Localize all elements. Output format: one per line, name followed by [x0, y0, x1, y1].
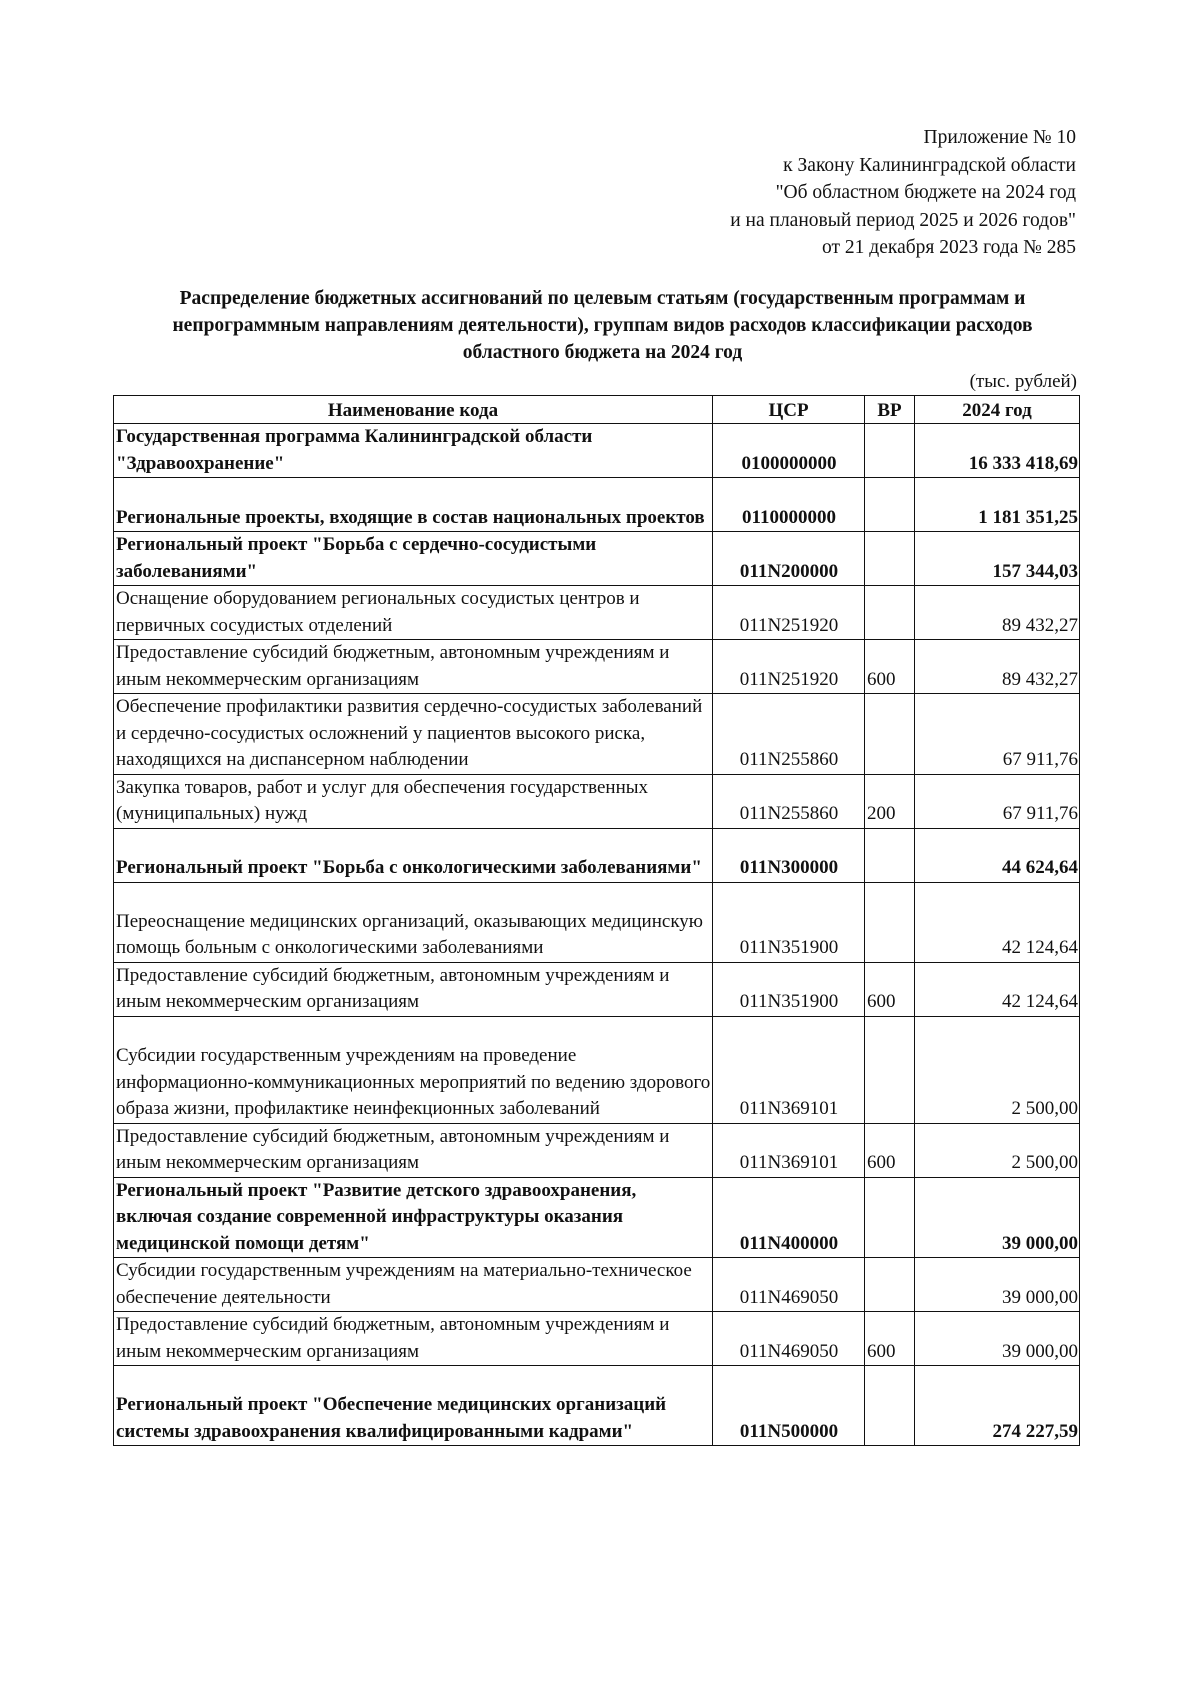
cell-name: Региональный проект "Обеспечение медицинских организаций системы здравоохранения квалифицированными кадрами": [114, 1366, 713, 1446]
cell-vr: 600: [865, 1312, 915, 1366]
appendix-number: Приложение № 10: [923, 127, 1076, 148]
cell-name: Региональный проект "Борьба с сердечно-сосудистыми заболеваниями": [114, 532, 713, 586]
table-header-row: [114, 396, 1080, 424]
cell-amount: 42 124,64: [915, 962, 1080, 1016]
table-row: [114, 694, 1080, 775]
table-row: [114, 1366, 1080, 1446]
cell-amount: 16 333 418,69: [915, 424, 1080, 478]
cell-name: Оснащение оборудованием региональных сосудистых центров и первичных сосудистых отделений: [114, 586, 713, 640]
table-row: [114, 962, 1080, 1016]
table-row: [114, 1177, 1080, 1258]
cell-csr: 011N255860: [713, 774, 865, 828]
cell-vr: [865, 1258, 915, 1312]
cell-name: Предоставление субсидий бюджетным, автономным учреждениям и иным некоммерческим организациям: [114, 962, 713, 1016]
cell-csr: 011N500000: [713, 1366, 865, 1446]
cell-name: Региональный проект "Развитие детского здравоохранения, включая создание современной инфраструктуры оказания медицинской помощи детям": [114, 1177, 713, 1258]
cell-name: Субсидии государственным учреждениям на проведение информационно-коммуникационных мероприятий по ведению здорового образа жизни, профилактике неинфекционных заболеваний: [114, 1016, 713, 1123]
cell-csr: 011N469050: [713, 1258, 865, 1312]
cell-vr: 600: [865, 640, 915, 694]
cell-amount: 274 227,59: [915, 1366, 1080, 1446]
cell-vr: [865, 532, 915, 586]
header-name: Наименование кода: [114, 396, 713, 424]
cell-amount: 42 124,64: [915, 882, 1080, 962]
cell-csr: 011N351900: [713, 962, 865, 1016]
cell-csr: 0110000000: [713, 478, 865, 532]
cell-amount: 89 432,27: [915, 640, 1080, 694]
cell-csr: 011N200000: [713, 532, 865, 586]
cell-name: Субсидии государственным учреждениям на материально-техническое обеспечение деятельности: [114, 1258, 713, 1312]
cell-csr: 011N351900: [713, 882, 865, 962]
cell-amount: 157 344,03: [915, 532, 1080, 586]
cell-csr: 011N251920: [713, 586, 865, 640]
cell-name: Государственная программа Калининградской области "Здравоохранение": [114, 424, 713, 478]
cell-name: Предоставление субсидий бюджетным, автономным учреждениям и иным некоммерческим организациям: [114, 1312, 713, 1366]
cell-vr: [865, 1366, 915, 1446]
cell-amount: 89 432,27: [915, 586, 1080, 640]
budget-table: [113, 395, 1080, 1446]
title-line-1: Распределение бюджетных ассигнований по целевым статьям (государственным программам и: [179, 288, 1026, 309]
cell-vr: [865, 1016, 915, 1123]
cell-csr: 0100000000: [713, 424, 865, 478]
table-row: [114, 1258, 1080, 1312]
cell-vr: [865, 478, 915, 532]
header-vr: ВР: [865, 396, 915, 424]
appendix-date: от 21 декабря 2023 года № 285: [822, 237, 1076, 258]
cell-name: Переоснащение медицинских организаций, оказывающих медицинскую помощь больным с онкологическими заболеваниями: [114, 882, 713, 962]
table-row: [114, 1123, 1080, 1177]
cell-name: Предоставление субсидий бюджетным, автономным учреждениям и иным некоммерческим организациям: [114, 640, 713, 694]
table-row: [114, 1016, 1080, 1123]
cell-vr: [865, 828, 915, 882]
table-row: [114, 478, 1080, 532]
cell-vr: [865, 424, 915, 478]
cell-amount: 39 000,00: [915, 1177, 1080, 1258]
table-row: [114, 828, 1080, 882]
appendix-law: к Закону Калининградской области: [783, 154, 1076, 176]
units-label: (тыс. рублей): [969, 371, 1077, 392]
title-line-3: областного бюджета на 2024 год: [462, 342, 743, 363]
table-row: [114, 640, 1080, 694]
cell-csr: 011N300000: [713, 828, 865, 882]
cell-csr: 011N255860: [713, 694, 865, 775]
cell-amount: 39 000,00: [915, 1258, 1080, 1312]
cell-vr: [865, 694, 915, 775]
cell-amount: 2 500,00: [915, 1016, 1080, 1123]
cell-vr: 600: [865, 962, 915, 1016]
document-title: [110, 285, 1095, 366]
table-row: [114, 1312, 1080, 1366]
cell-name: Региональный проект "Борьба с онкологическими заболеваниями": [114, 828, 713, 882]
cell-amount: 2 500,00: [915, 1123, 1080, 1177]
cell-amount: 1 181 351,25: [915, 478, 1080, 532]
cell-amount: 67 911,76: [915, 694, 1080, 775]
cell-amount: 39 000,00: [915, 1312, 1080, 1366]
cell-csr: 011N251920: [713, 640, 865, 694]
cell-vr: 200: [865, 774, 915, 828]
cell-vr: [865, 586, 915, 640]
cell-name: Региональные проекты, входящие в состав национальных проектов: [114, 478, 713, 532]
table-row: [114, 882, 1080, 962]
cell-name: Закупка товаров, работ и услуг для обеспечения государственных (муниципальных) нужд: [114, 774, 713, 828]
header-csr: ЦСР: [713, 396, 865, 424]
cell-csr: 011N369101: [713, 1016, 865, 1123]
cell-name: Предоставление субсидий бюджетным, автономным учреждениям и иным некоммерческим организациям: [114, 1123, 713, 1177]
cell-csr: 011N400000: [713, 1177, 865, 1258]
appendix-law-title-1: "Об областном бюджете на 2024 год: [775, 182, 1076, 203]
table-row: [114, 586, 1080, 640]
cell-name: Обеспечение профилактики развития сердечно-сосудистых заболеваний и сердечно-сосудистых осложнений у пациентов высокого риска, находящихся на диспансерном наблюдении: [114, 694, 713, 775]
cell-csr: 011N369101: [713, 1123, 865, 1177]
cell-vr: [865, 1177, 915, 1258]
cell-csr: 011N469050: [713, 1312, 865, 1366]
title-line-2: непрограммным направлениям деятельности), группам видов расходов классификации расходов: [172, 315, 1033, 336]
table-row: [114, 532, 1080, 586]
table-row: [114, 774, 1080, 828]
header-amount: 2024 год: [915, 396, 1080, 424]
table-row: [114, 424, 1080, 478]
cell-amount: 44 624,64: [915, 828, 1080, 882]
cell-amount: 67 911,76: [915, 774, 1080, 828]
appendix-law-title-2: и на плановый период 2025 и 2026 годов": [730, 209, 1076, 231]
appendix-block: [730, 124, 1076, 262]
cell-vr: [865, 882, 915, 962]
cell-vr: 600: [865, 1123, 915, 1177]
